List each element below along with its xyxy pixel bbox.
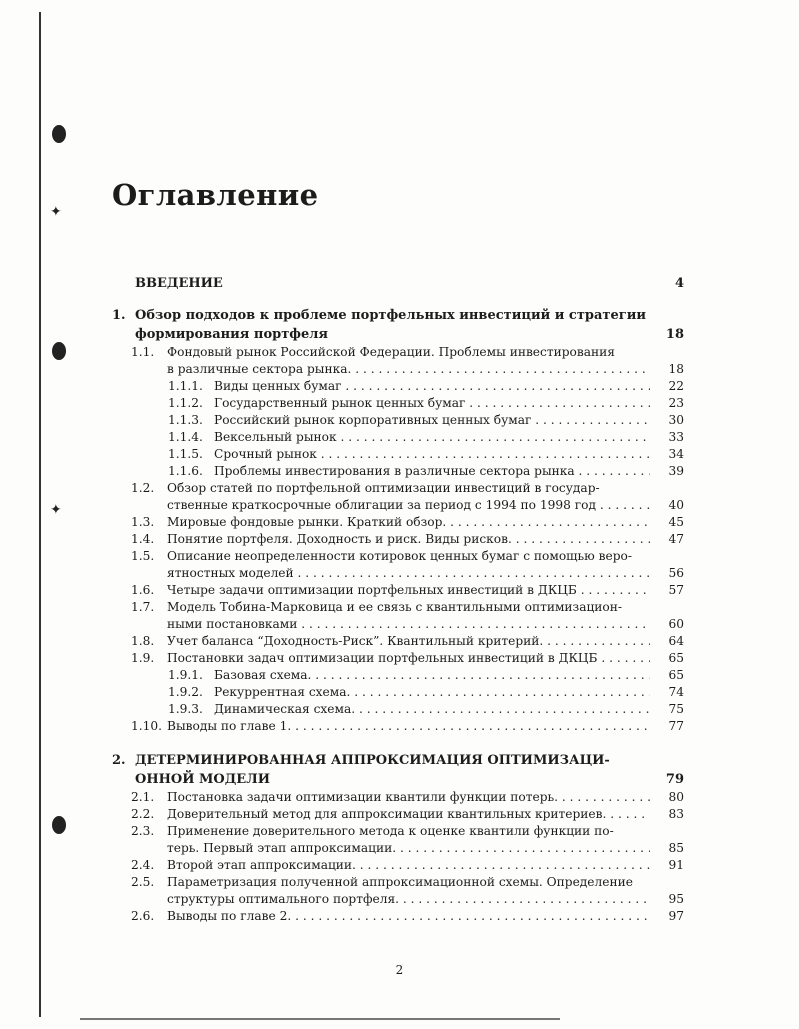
scan-binding-line [39, 12, 41, 1017]
subsection-page: 30 [668, 413, 684, 427]
section-title-line: терь. Первый этап аппроксимации. . . . [167, 840, 650, 857]
table-of-contents [112, 274, 684, 925]
chapter-number: 1. [112, 308, 126, 323]
section-title: Четыре задачи оптимизации портфельных инвестиций в ДКЦБ . . . [167, 582, 650, 599]
section-number: 1.2. [131, 481, 155, 495]
punch-hole [52, 342, 66, 360]
section-title: Учет баланса “Доходность-Риск”. Квантильный критерий. . . . [167, 633, 650, 650]
toc-subsection-1-1-6[interactable] [112, 463, 684, 480]
toc-section-2-5-cont[interactable] [112, 891, 684, 908]
toc-section-1-4[interactable] [112, 531, 684, 548]
section-number: 1.3. [131, 515, 155, 529]
subsection-number: 1.1.6. [168, 464, 203, 478]
section-title-line: Модель Тобина-Марковица и ее связь с квантильными оптимизацион- [167, 600, 623, 614]
chapter-page: 79 [665, 772, 684, 787]
chapter-title-line: формирования портфеля [135, 327, 329, 342]
section-page: 60 [668, 617, 684, 631]
subsection-title: Проблемы инвестирования в различные сектора рынка . . . [214, 463, 650, 480]
toc-chapter-1[interactable] [112, 306, 684, 325]
toc-section-1-10[interactable] [112, 718, 684, 735]
toc-section-1-5-cont[interactable] [112, 565, 684, 582]
section-title-line: Обзор статей по портфельной оптимизации инвестиций в государ- [167, 481, 600, 495]
toc-section-2-5[interactable] [112, 874, 684, 891]
section-number: 1.7. [131, 600, 155, 614]
subsection-number: 1.9.3. [168, 702, 203, 716]
section-title-line: Параметризация полученной аппроксимационной схемы. Определение [167, 875, 633, 889]
section-title: Постановки задач оптимизации портфельных инвестиций в ДКЦБ . . . [167, 650, 650, 667]
section-page: 91 [668, 858, 684, 872]
subsection-number: 1.1.3. [168, 413, 203, 427]
toc-subsection-1-9-1[interactable] [112, 667, 684, 684]
section-number: 2.1. [131, 790, 155, 804]
section-page: 64 [668, 634, 684, 648]
chapter-title-line: ОННОЙ МОДЕЛИ [135, 772, 270, 787]
section-page: 83 [668, 807, 684, 821]
toc-section-2-3[interactable] [112, 823, 684, 840]
toc-section-2-3-cont[interactable] [112, 840, 684, 857]
punch-hole [52, 125, 66, 143]
section-number: 1.6. [131, 583, 155, 597]
section-number: 2.2. [131, 807, 155, 821]
scan-mark-icon: ✦ [50, 502, 62, 518]
section-title-line: Применение доверительного метода к оценке квантили функции по- [167, 824, 614, 838]
section-number: 1.9. [131, 651, 155, 665]
subsection-page: 65 [668, 668, 684, 682]
section-title-line: структуры оптимального портфеля. . . . [167, 891, 650, 908]
section-title-line: Фондовый рынок Российской Федерации. Проблемы инвестирования [167, 345, 615, 359]
toc-intro[interactable] [112, 274, 684, 293]
section-page: 40 [668, 498, 684, 512]
subsection-page: 74 [668, 685, 684, 699]
section-title: Выводы по главе 2. . . . [167, 908, 650, 925]
page-title: Оглавление [112, 178, 319, 212]
section-page: 95 [668, 892, 684, 906]
toc-section-2-1[interactable] [112, 789, 684, 806]
scan-mark-icon: ✦ [50, 204, 62, 220]
toc-section-1-5[interactable] [112, 548, 684, 565]
section-title-line: ятностных моделей . . . [167, 565, 650, 582]
toc-section-1-1[interactable] [112, 344, 684, 361]
section-title-line: Описание неопределенности котировок ценных бумаг с помощью веро- [167, 549, 632, 563]
section-number: 1.1. [131, 345, 155, 359]
subsection-title: Российский рынок корпоративных ценных бумаг . . . [214, 412, 650, 429]
chapter-number: 2. [112, 753, 126, 768]
scan-bottom-line [80, 1018, 560, 1020]
section-page: 97 [668, 909, 684, 923]
toc-subsection-1-1-4[interactable] [112, 429, 684, 446]
toc-chapter-1-cont[interactable] [112, 325, 684, 344]
subsection-number: 1.1.4. [168, 430, 203, 444]
toc-section-1-7-cont[interactable] [112, 616, 684, 633]
section-number: 2.6. [131, 909, 155, 923]
section-page: 18 [668, 362, 684, 376]
chapter-title-line: ДЕТЕРМИНИРОВАННАЯ АППРОКСИМАЦИЯ ОПТИМИЗАЦИ- [135, 753, 610, 768]
toc-section-1-1-cont[interactable] [112, 361, 684, 378]
subsection-page: 33 [668, 430, 684, 444]
chapter-title-line: Обзор подходов к проблеме портфельных инвестиций и стратегии [135, 308, 646, 323]
section-title: Выводы по главе 1. . . . [167, 718, 650, 735]
section-number: 1.8. [131, 634, 155, 648]
section-title: Мировые фондовые рынки. Краткий обзор. . . . [167, 514, 650, 531]
subsection-title: Динамическая схема. . . . [214, 701, 650, 718]
subsection-title: Вексельный рынок . . . [214, 429, 650, 446]
toc-intro-page: 4 [674, 276, 684, 291]
section-title: Второй этап аппроксимации. . . . [167, 857, 650, 874]
subsection-title: Государственный рынок ценных бумаг . . . [214, 395, 650, 412]
toc-section-1-2[interactable] [112, 480, 684, 497]
subsection-title: Базовая схема. . . . [214, 667, 650, 684]
toc-chapter-2-cont[interactable] [112, 770, 684, 789]
section-page: 85 [668, 841, 684, 855]
section-number: 1.4. [131, 532, 155, 546]
subsection-number: 1.1.5. [168, 447, 203, 461]
toc-section-2-4[interactable] [112, 857, 684, 874]
subsection-page: 22 [668, 379, 684, 393]
section-title: Постановка задачи оптимизации квантили функции потерь. . . . [167, 789, 650, 806]
toc-subsection-1-1-2[interactable] [112, 395, 684, 412]
section-number: 2.3. [131, 824, 155, 838]
section-page: 77 [668, 719, 684, 733]
section-title-line: ственные краткосрочные облигации за период с 1994 по 1998 год . . . [167, 497, 650, 514]
subsection-page: 75 [668, 702, 684, 716]
punch-hole [52, 816, 66, 834]
subsection-number: 1.9.1. [168, 668, 203, 682]
section-page: 57 [668, 583, 684, 597]
toc-section-1-7[interactable] [112, 599, 684, 616]
toc-subsection-1-1-1[interactable] [112, 378, 684, 395]
toc-section-2-2[interactable] [112, 806, 684, 823]
subsection-title: Виды ценных бумаг . . . [214, 378, 650, 395]
section-title-line: в различные сектора рынка. . . . [167, 361, 650, 378]
subsection-page: 23 [668, 396, 684, 410]
section-page: 45 [668, 515, 684, 529]
subsection-number: 1.9.2. [168, 685, 203, 699]
toc-section-2-6[interactable] [112, 908, 684, 925]
section-number: 2.4. [131, 858, 155, 872]
section-page: 65 [668, 651, 684, 665]
toc-subsection-1-9-3[interactable] [112, 701, 684, 718]
section-title: Понятие портфеля. Доходность и риск. Виды рисков. . . . [167, 531, 650, 548]
toc-subsection-1-1-3[interactable] [112, 412, 684, 429]
section-page: 80 [668, 790, 684, 804]
toc-intro-label: ВВЕДЕНИЕ [135, 276, 223, 291]
toc-section-1-2-cont[interactable] [112, 497, 684, 514]
toc-section-1-3[interactable] [112, 514, 684, 531]
section-title-line: ными постановками . . . [167, 616, 650, 633]
subsection-page: 34 [668, 447, 684, 461]
toc-section-1-9[interactable] [112, 650, 684, 667]
section-page: 56 [668, 566, 684, 580]
toc-subsection-1-9-2[interactable] [112, 684, 684, 701]
section-number: 1.10. [131, 719, 163, 733]
page-number: 2 [395, 963, 404, 977]
toc-chapter-2[interactable] [112, 751, 684, 770]
section-number: 2.5. [131, 875, 155, 889]
section-number: 1.5. [131, 549, 155, 563]
toc-subsection-1-1-5[interactable] [112, 446, 684, 463]
subsection-title: Рекуррентная схема. . . . [214, 684, 650, 701]
subsection-title: Срочный рынок . . . [214, 446, 650, 463]
section-title: Доверительный метод для аппроксимации квантильных критериев. . . . [167, 806, 650, 823]
toc-section-1-8[interactable] [112, 633, 684, 650]
toc-section-1-6[interactable] [112, 582, 684, 599]
subsection-number: 1.1.2. [168, 396, 203, 410]
subsection-page: 39 [668, 464, 684, 478]
chapter-page: 18 [665, 327, 684, 342]
subsection-number: 1.1.1. [168, 379, 203, 393]
section-page: 47 [668, 532, 684, 546]
